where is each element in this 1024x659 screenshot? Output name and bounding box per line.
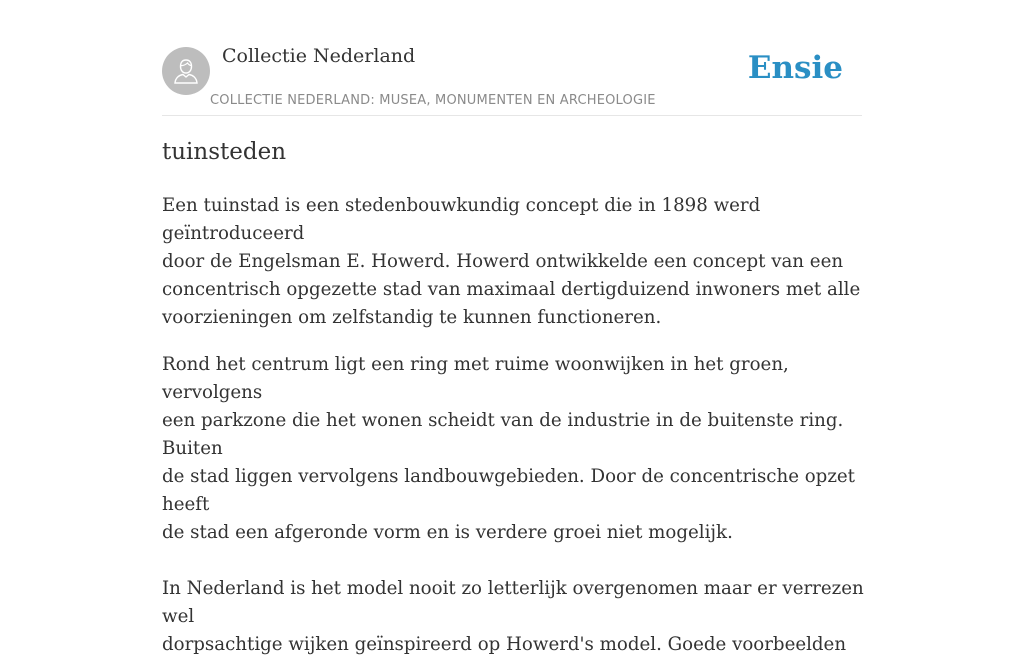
- avatar[interactable]: [162, 47, 210, 95]
- header: [162, 0, 862, 116]
- paragraph-2: Rond het centrum ligt een ring met ruime woonwijken in het groen, vervolgens een parkzone die het wonen scheidt van de industrie in de buitenste ring. Buiten de stad liggen vervolgens landbouwgebieden. Door de concentrische opzet heeft de stad een afgeronde vorm en is verdere groei niet mogelijk.: [162, 354, 855, 543]
- article-title: tuinsteden: [162, 139, 287, 165]
- author-link[interactable]: Collectie Nederland: [222, 45, 416, 67]
- paragraph-1: Een tuinstad is een stedenbouwkundig concept die in 1898 werd geïntroduceerd door de Engelsman E. Howerd. Howerd ontwikkelde een concept van een concentrisch opgezette stad van maximaal dertigduizend inwoners met alle voorzieningen om zelfstandig te kunnen functioneren.: [162, 195, 861, 328]
- paragraph-3: In Nederland is het model nooit zo letterlijk overgenomen maar er verrezen wel dorpsachtige wijken geïnspireerd op Howerd's model. Goede voorbeelden: [162, 578, 864, 655]
- ensie-logo[interactable]: Ensie: [747, 50, 843, 86]
- user-icon: [171, 56, 201, 86]
- article-body: [162, 192, 872, 659]
- collection-link[interactable]: COLLECTIE NEDERLAND: MUSEA, MONUMENTEN EN ARCHEOLOGIE: [210, 93, 656, 108]
